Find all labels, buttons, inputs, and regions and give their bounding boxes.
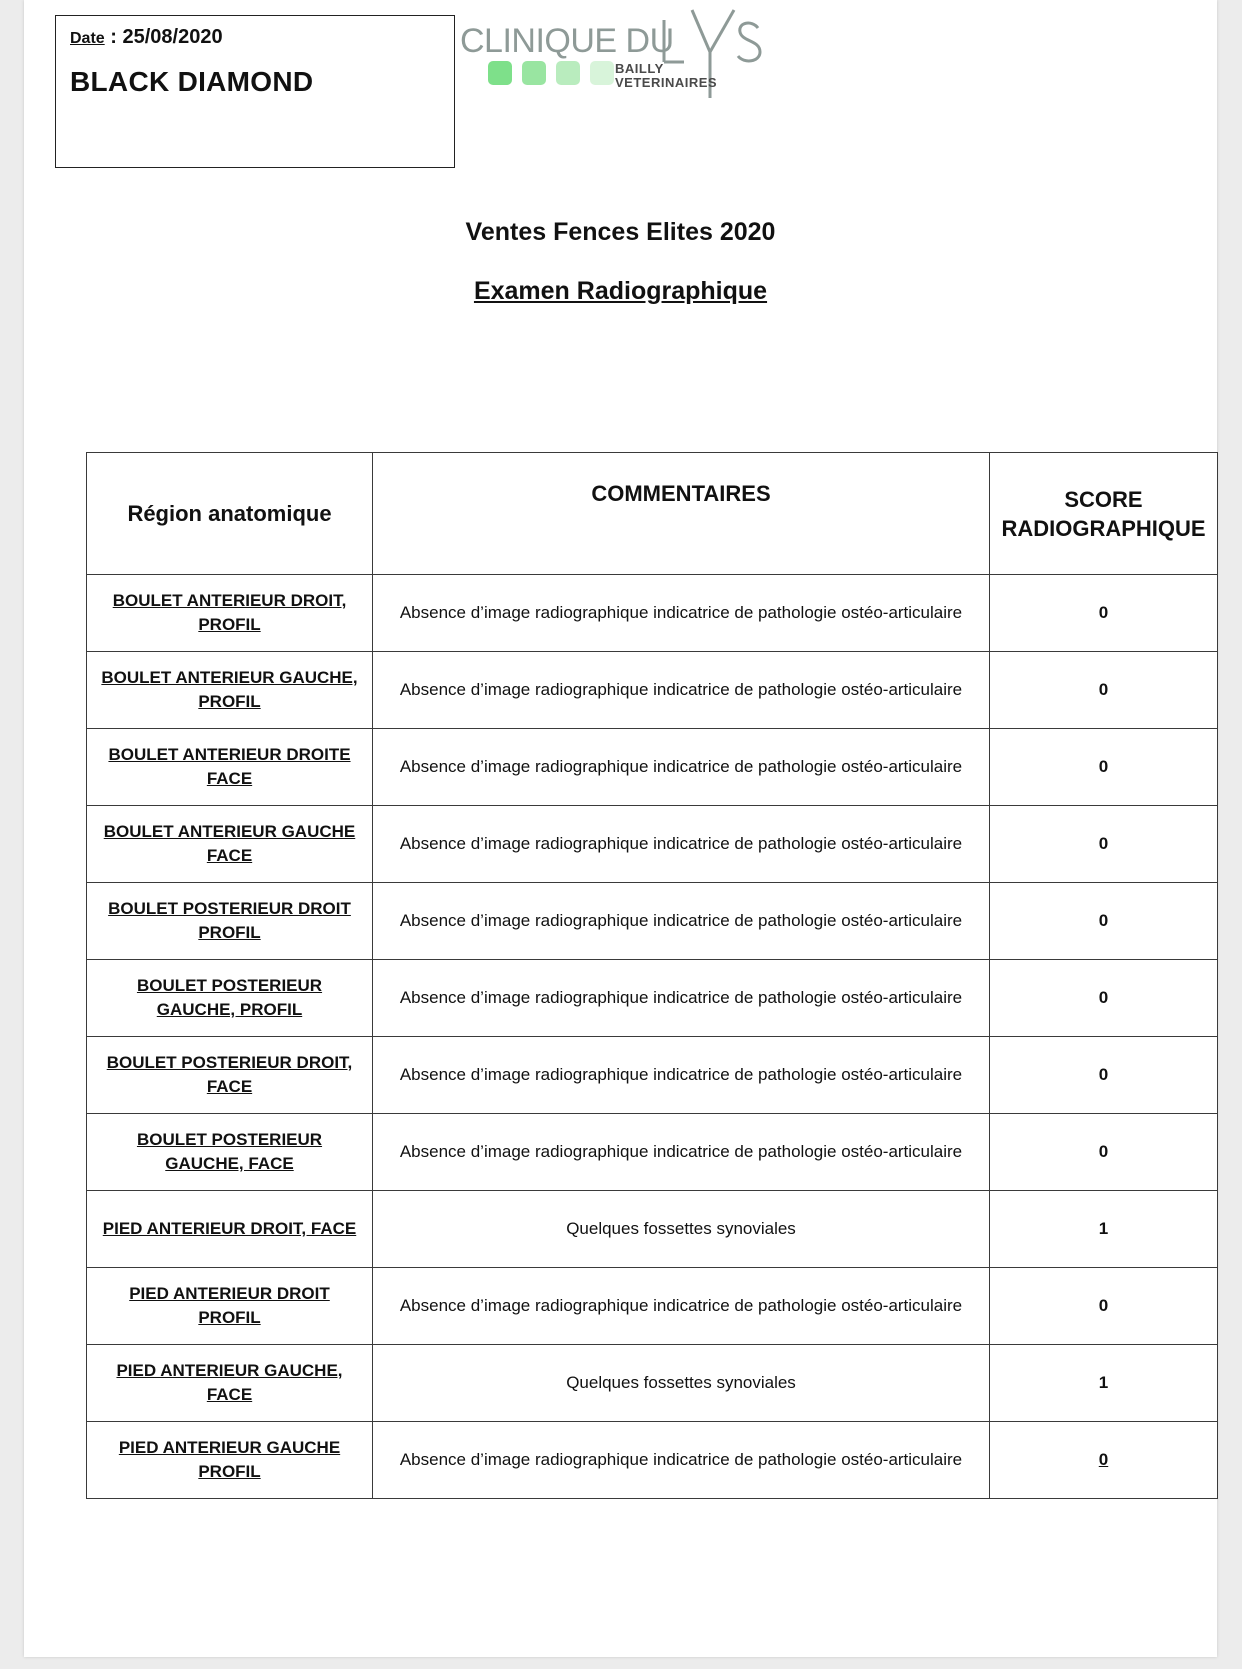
logo-clinic-name: CLINIQUE DU — [460, 22, 674, 60]
row-comment: Absence d’image radiographique indicatrice de pathologie ostéo-articulaire — [373, 729, 990, 806]
row-score: 0 — [990, 960, 1218, 1037]
header-region: Région anatomique — [87, 453, 373, 575]
table-row — [87, 1422, 1218, 1499]
header-score-line2: RADIOGRAPHIQUE — [1001, 515, 1206, 541]
row-comment: Absence d’image radiographique indicatrice de pathologie ostéo-articulaire — [373, 575, 990, 652]
row-score: 1 — [990, 1345, 1218, 1422]
table-row — [87, 575, 1218, 652]
row-score: 0 — [990, 1114, 1218, 1191]
logo-sub-line1: BAILLY — [615, 61, 664, 76]
row-region: BOULET POSTERIEUR GAUCHE, PROFIL — [87, 960, 373, 1037]
table-row — [87, 883, 1218, 960]
table-row — [87, 1268, 1218, 1345]
date-label: Date — [70, 30, 105, 47]
row-region: PIED ANTERIEUR GAUCHE, FACE — [87, 1345, 373, 1422]
logo-square-3 — [556, 61, 580, 85]
table-row — [87, 1345, 1218, 1422]
row-region: PIED ANTERIEUR DROIT, FACE — [87, 1191, 373, 1268]
clinic-logo — [460, 8, 790, 100]
row-score: 0 — [990, 806, 1218, 883]
table-row — [87, 729, 1218, 806]
row-comment: Absence d’image radiographique indicatrice de pathologie ostéo-articulaire — [373, 883, 990, 960]
row-comment: Absence d’image radiographique indicatrice de pathologie ostéo-articulaire — [373, 1114, 990, 1191]
row-region: PIED ANTERIEUR DROIT PROFIL — [87, 1268, 373, 1345]
row-score: 1 — [990, 1191, 1218, 1268]
date-value: 25/08/2020 — [122, 26, 223, 48]
row-score: 0 — [990, 652, 1218, 729]
row-region: PIED ANTERIEUR GAUCHE PROFIL — [87, 1422, 373, 1499]
row-region: BOULET POSTERIEUR DROIT PROFIL — [87, 883, 373, 960]
header-score — [990, 453, 1218, 575]
row-region: BOULET ANTERIEUR GAUCHE, PROFIL — [87, 652, 373, 729]
row-region: BOULET ANTERIEUR DROIT, PROFIL — [87, 575, 373, 652]
row-score: 0 — [990, 1037, 1218, 1114]
row-region: BOULET ANTERIEUR GAUCHE FACE — [87, 806, 373, 883]
table-row — [87, 1191, 1218, 1268]
row-comment: Absence d’image radiographique indicatrice de pathologie ostéo-articulaire — [373, 652, 990, 729]
row-comment: Absence d’image radiographique indicatrice de pathologie ostéo-articulaire — [373, 1268, 990, 1345]
row-score: 0 — [990, 575, 1218, 652]
row-comment: Absence d’image radiographique indicatrice de pathologie ostéo-articulaire — [373, 1422, 990, 1499]
logo-sub-line2: VETERINAIRES — [615, 75, 718, 90]
logo-square-2 — [522, 61, 546, 85]
row-comment: Absence d’image radiographique indicatrice de pathologie ostéo-articulaire — [373, 960, 990, 1037]
table-row — [87, 1037, 1218, 1114]
table-row — [87, 960, 1218, 1037]
header-comments: COMMENTAIRES — [373, 453, 990, 575]
logo-square-1 — [488, 61, 512, 85]
row-score: 0 — [990, 729, 1218, 806]
header-score-line1: SCORE — [1064, 486, 1143, 512]
row-region: BOULET POSTERIEUR DROIT, FACE — [87, 1037, 373, 1114]
table-row — [87, 652, 1218, 729]
row-region: BOULET POSTERIEUR GAUCHE, FACE — [87, 1114, 373, 1191]
horse-info-box — [55, 15, 455, 168]
event-title: Ventes Fences Elites 2020 — [465, 218, 776, 246]
logo-square-4 — [590, 61, 614, 85]
table-row — [87, 806, 1218, 883]
table-row — [87, 1114, 1218, 1191]
row-comment: Quelques fossettes synoviales — [373, 1345, 990, 1422]
logo-subtitle — [615, 62, 717, 90]
row-comment: Absence d’image radiographique indicatrice de pathologie ostéo-articulaire — [373, 1037, 990, 1114]
radiographic-results-table — [86, 452, 1218, 1499]
row-score: 0 — [990, 1268, 1218, 1345]
date-separator: : — [104, 26, 123, 48]
document-page — [24, 0, 1217, 1657]
row-score: 0 — [990, 883, 1218, 960]
exam-title: Examen Radiographique — [473, 277, 768, 305]
row-score: 0 — [990, 1422, 1218, 1499]
row-comment: Absence d’image radiographique indicatrice de pathologie ostéo-articulaire — [373, 806, 990, 883]
horse-name: BLACK DIAMOND — [70, 66, 314, 97]
row-region: BOULET ANTERIEUR DROITE FACE — [87, 729, 373, 806]
date-line — [70, 26, 223, 49]
row-comment: Quelques fossettes synoviales — [373, 1191, 990, 1268]
table-header-row — [87, 453, 1218, 575]
